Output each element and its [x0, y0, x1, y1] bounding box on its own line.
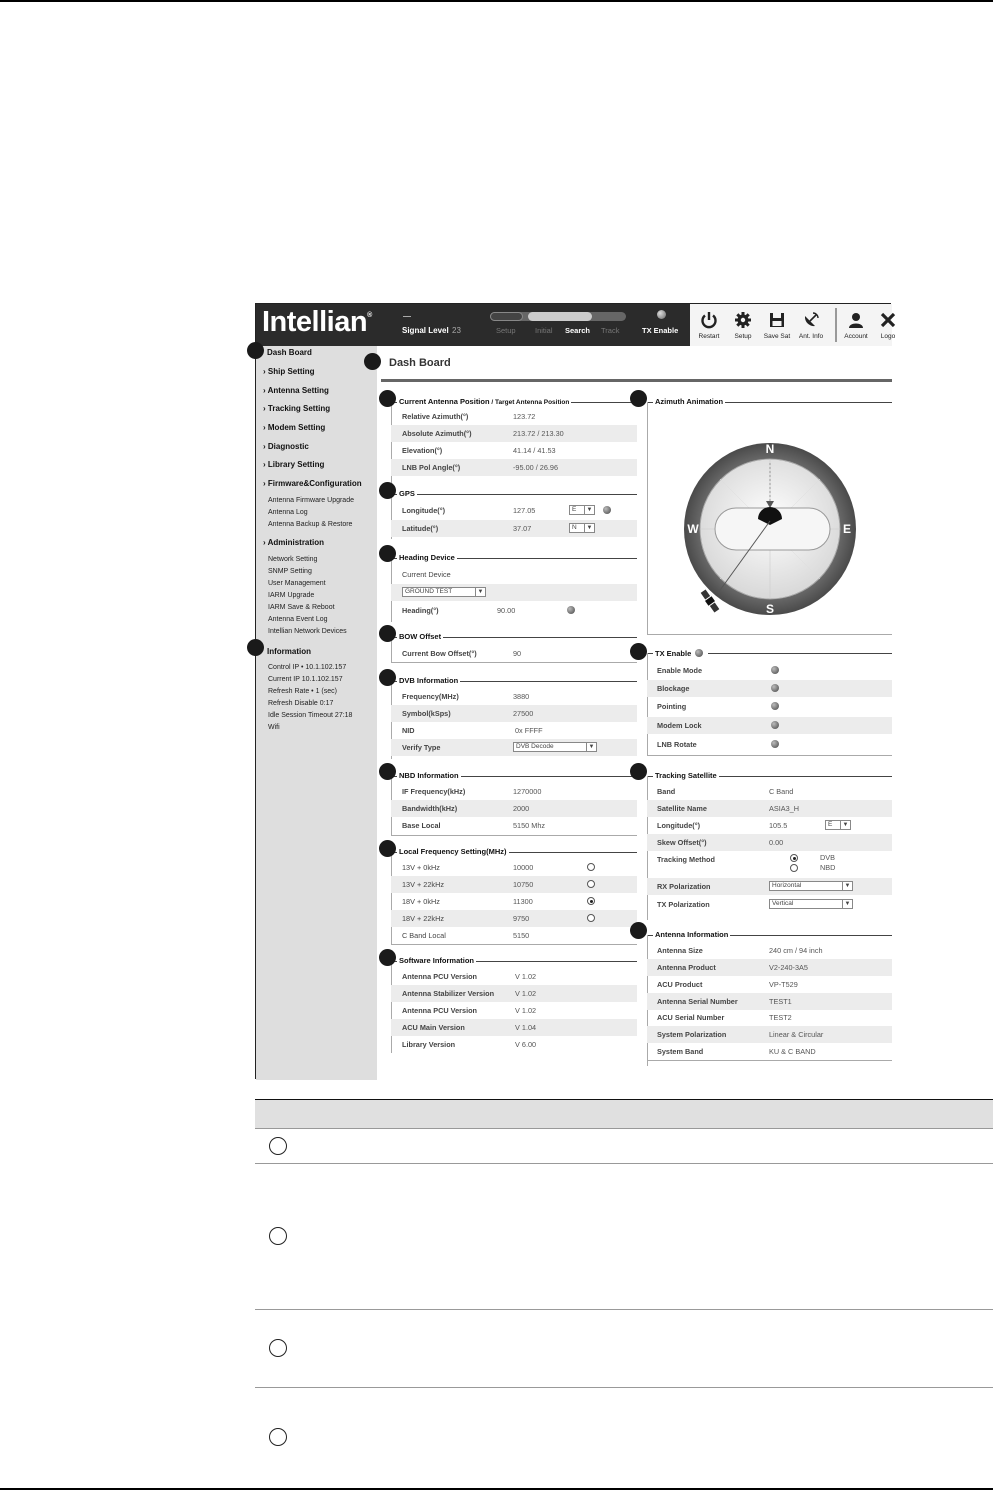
row-lf-13v-22k: 13V + 22kHz 10750 [391, 876, 637, 893]
bottom-rule [0, 1488, 993, 1490]
table-number-circle [269, 1137, 287, 1155]
latitude-hemisphere-select[interactable]: N ▼ [569, 523, 595, 533]
callout-marker [379, 669, 396, 686]
sidebar [256, 346, 377, 1080]
tracking-satellite-title: Tracking Satellite [655, 771, 717, 780]
callout-marker [247, 639, 264, 656]
sidebar-sub-iarm-upgrade[interactable]: IARM Upgrade [268, 592, 315, 599]
row-tx-modem-lock: Modem Lock [647, 717, 892, 734]
row-verify-type: Verify Type DVB Decode ▼ [391, 739, 637, 756]
gps-status-led [603, 506, 611, 514]
table-number-circle [269, 1428, 287, 1446]
row-sw-acu-main: ACU Main Version V 1.04 [391, 1019, 637, 1036]
page-title: Dash Board [389, 357, 451, 369]
callout-marker [364, 353, 381, 370]
step-track: Track [601, 326, 620, 335]
lf-18v-22k-radio[interactable] [587, 914, 595, 922]
row-ts-band: Band C Band [657, 787, 794, 796]
tx-enable-mode-led [771, 666, 779, 674]
lf-13v-0k-radio[interactable] [587, 863, 595, 871]
user-icon [846, 311, 866, 331]
callout-marker [379, 763, 396, 780]
callout-marker [630, 390, 647, 407]
satellite-dish-icon [801, 311, 821, 331]
header-separator [835, 308, 837, 342]
tx-enable-led [657, 310, 666, 319]
sidebar-sub-user-management[interactable]: User Management [268, 580, 326, 587]
sidebar-sub-firmware-upgrade[interactable]: Antenna Firmware Upgrade [268, 497, 354, 504]
row-dvb-frequency: Frequency(MHz) 3880 [402, 692, 530, 701]
tx-enable-title-led [695, 649, 703, 657]
ts-method-nbd-radio[interactable] [790, 864, 798, 872]
local-frequency-title: Local Frequency Setting(MHz) [399, 847, 507, 856]
callout-marker [630, 922, 647, 939]
row-elevation: Elevation(°) 41.14 / 41.53 [402, 446, 556, 455]
verify-type-select[interactable]: DVB Decode ▼ [513, 742, 597, 752]
heading-status-led [567, 606, 575, 614]
logout-button[interactable]: Logo [871, 304, 905, 346]
sidebar-sub-antenna-log[interactable]: Antenna Log [268, 509, 308, 516]
rx-polarization-select[interactable]: Horizontal ▼ [769, 881, 853, 891]
table-rule [255, 1163, 993, 1164]
info-control-ip: Control IP • 10.1.102.157 [268, 664, 347, 671]
table-rule [255, 1309, 993, 1310]
longitude-hemisphere-select[interactable]: E ▼ [569, 505, 595, 515]
row-bow-offset: Current Bow Offset(°) 90 [402, 649, 522, 658]
close-icon [878, 311, 898, 331]
sidebar-item-administration[interactable]: › Administration [263, 538, 325, 547]
row-tx-pointing: Pointing [647, 698, 892, 715]
sidebar-sub-snmp-setting[interactable]: SNMP Setting [268, 568, 312, 575]
callout-marker [379, 949, 396, 966]
tx-modem-lock-led [771, 721, 779, 729]
row-tx-lnb-rotate: LNB Rotate [647, 736, 892, 753]
sidebar-item-ship-setting[interactable]: › Ship Setting [263, 367, 315, 376]
compass-n: N [765, 442, 775, 456]
sidebar-item-library-setting[interactable]: › Library Setting [263, 460, 325, 469]
step-setup: Setup [496, 326, 516, 335]
main-content [377, 346, 892, 1080]
row-sw-stabilizer: Antenna Stabilizer Version V 1.02 [391, 985, 637, 1002]
sidebar-sub-iarm-save-reboot[interactable]: IARM Save & Reboot [268, 604, 335, 611]
row-nbd-base-local: Base Local 5150 Mhz [402, 821, 546, 830]
sidebar-item-tracking-setting[interactable]: › Tracking Setting [263, 404, 331, 413]
dashboard-screenshot [255, 303, 896, 1079]
sidebar-sub-network-setting[interactable]: Network Setting [268, 556, 318, 563]
row-current-device-label: Current Device [402, 570, 451, 579]
row-lf-c-band: C Band Local 5150 [402, 931, 530, 940]
sidebar-sub-network-devices[interactable]: Intellian Network Devices [268, 628, 347, 635]
row-ts-rx-pol: RX Polarization Horizontal ▼ [647, 878, 892, 895]
info-refresh-disable: Refresh Disable 0:17 [268, 700, 334, 707]
dvb-info-title: DVB Information [399, 676, 459, 685]
callout-marker [247, 342, 264, 359]
signal-dash [403, 316, 411, 317]
step-initial: Initial [535, 326, 553, 335]
callout-marker [379, 625, 396, 642]
nbd-info-title: NBD Information [399, 771, 459, 780]
compass-e: E [842, 522, 852, 536]
row-sw-library: Library Version V 6.00 [402, 1040, 537, 1049]
ts-method-dvb-radio[interactable] [790, 854, 798, 862]
row-lf-13v-0k: 13V + 0kHz 10000 [391, 859, 637, 876]
row-ts-skew: Skew Offset(°) 0.00 [647, 834, 892, 851]
sidebar-item-diagnostic[interactable]: › Diagnostic [263, 442, 309, 451]
sidebar-sub-antenna-event-log[interactable]: Antenna Event Log [268, 616, 328, 623]
table-number-circle [269, 1339, 287, 1357]
sidebar-item-antenna-setting[interactable]: › Antenna Setting [263, 386, 329, 395]
row-lnb-pol: LNB Pol Angle(°) -95.00 / 26.96 [391, 459, 637, 476]
tx-enable-label: TX Enable [642, 326, 679, 335]
row-tx-enable-mode: Enable Mode [647, 662, 892, 679]
row-ai-system-band: System Band KU & C BAND [657, 1047, 816, 1056]
callout-marker [379, 390, 396, 407]
antenna-position-title: Current Antenna Position / Target Antenna Position [399, 397, 570, 406]
compass-s: S [765, 602, 775, 616]
row-dvb-symbol: Symbol(kSps) 27500 [391, 705, 637, 722]
page-title-bar [381, 379, 892, 382]
callout-marker [630, 643, 647, 660]
row-relative-azimuth: Relative Azimuth(°) 123.72 [402, 412, 536, 421]
row-heading: Heading(°) 90.00 [391, 602, 637, 619]
row-ai-acu-serial: ACU Serial Number TEST2 [657, 1013, 792, 1022]
row-sw-pcu: Antenna PCU Version V 1.02 [402, 972, 537, 981]
top-rule [0, 0, 993, 2]
row-ai-antenna-serial: Antenna Serial Number TEST1 [647, 993, 892, 1010]
row-absolute-azimuth: Absolute Azimuth(°) 213.72 / 213.30 [391, 425, 637, 442]
sidebar-item-modem-setting[interactable]: › Modem Setting [263, 423, 326, 432]
lf-13v-22k-radio[interactable] [587, 880, 595, 888]
heading-device-title: Heading Device [399, 553, 455, 562]
status-setup-fill [490, 312, 523, 321]
info-current-ip: Current IP 10.1.102.157 [268, 676, 343, 683]
account-button[interactable]: Account [839, 304, 873, 346]
azimuth-compass [662, 441, 882, 626]
tx-lnb-rotate-led [771, 740, 779, 748]
description-table-header [255, 1099, 993, 1129]
bow-offset-title: BOW Offset [399, 632, 442, 641]
tx-pointing-led [771, 702, 779, 710]
callout-marker [379, 840, 396, 857]
signal-level-label: Signal Level [402, 326, 449, 335]
header-button-bar [690, 304, 896, 346]
row-dvb-nid: NID 0x FFFF [402, 726, 543, 735]
row-current-device [391, 584, 637, 601]
header-bar [256, 304, 896, 346]
heading-device-select[interactable]: GROUND TEST ▼ [402, 587, 486, 597]
callout-marker [379, 545, 396, 562]
azimuth-animation-title: Azimuth Animation [655, 397, 724, 406]
status-search-fill [528, 312, 592, 321]
info-refresh-rate: Refresh Rate • 1 (sec) [268, 688, 337, 695]
row-ts-method: Tracking Method DVB NBD [657, 853, 836, 872]
setup-button[interactable]: Setup [726, 304, 760, 346]
sidebar-item-firmware[interactable]: › Firmware&Configuration [263, 479, 362, 488]
gps-title: GPS [399, 489, 415, 498]
sidebar-item-information[interactable]: Information [267, 647, 311, 656]
ts-longitude-select[interactable]: E ▼ [825, 820, 851, 830]
lf-18v-0k-radio[interactable] [587, 897, 595, 905]
callout-marker [379, 482, 396, 499]
table-number-circle [269, 1227, 287, 1245]
signal-level-value: 23 [452, 326, 461, 335]
row-nbd-if-frequency: IF Frequency(kHz) 1270000 [402, 787, 542, 796]
save-sat-button[interactable]: Save Sat [760, 304, 794, 346]
info-idle-timeout: Idle Session Timeout 27:18 [268, 712, 353, 719]
ant-info-button[interactable]: Ant. Info [794, 304, 828, 346]
row-ai-size: Antenna Size 240 cm / 94 inch [657, 946, 823, 955]
software-info-title: Software Information [399, 956, 475, 965]
tx-blockage-led [771, 684, 779, 692]
row-gps-longitude: Longitude(°) 127.05 E ▼ [391, 502, 637, 519]
restart-button[interactable]: Restart [692, 304, 726, 346]
step-search: Search [565, 326, 591, 335]
compass-w: W [687, 522, 699, 536]
row-tx-blockage: Blockage [647, 680, 892, 697]
row-ai-system-pol: System Polarization Linear & Circular [647, 1026, 892, 1043]
info-wifi: Wifi [268, 724, 280, 731]
power-icon [699, 311, 719, 331]
intellian-logo: Intellian® [262, 306, 372, 338]
tx-enable-title: TX Enable [653, 648, 708, 658]
row-ai-product: Antenna Product V2-240-3A5 [647, 959, 892, 976]
row-gps-latitude: Latitude(°) 37.07 N ▼ [391, 520, 637, 537]
row-lf-18v-22k: 18V + 22kHz 9750 [391, 910, 637, 927]
status-track [490, 312, 626, 321]
antenna-information-title: Antenna Information [655, 930, 729, 939]
sidebar-sub-backup-restore[interactable]: Antenna Backup & Restore [268, 521, 353, 528]
row-ts-satellite-name: Satellite Name ASIA3_H [647, 800, 892, 817]
row-ts-longitude: Longitude(°) 105.5 E ▼ [647, 817, 892, 834]
callout-marker [630, 763, 647, 780]
table-rule [255, 1387, 993, 1388]
tx-polarization-select[interactable]: Vertical ▼ [769, 899, 853, 909]
row-lf-18v-0k: 18V + 0kHz 11300 [391, 893, 637, 910]
row-sw-pcu-2: Antenna PCU Version V 1.02 [402, 1006, 537, 1015]
save-icon [767, 311, 787, 331]
row-nbd-bandwidth: Bandwidth(kHz) 2000 [391, 800, 637, 817]
row-ts-tx-pol: TX Polarization Vertical ▼ [647, 896, 892, 913]
gear-icon [733, 311, 753, 331]
row-ai-acu-product: ACU Product VP-T529 [657, 980, 798, 989]
sidebar-item-dash-board[interactable]: Dash Board [267, 348, 312, 357]
